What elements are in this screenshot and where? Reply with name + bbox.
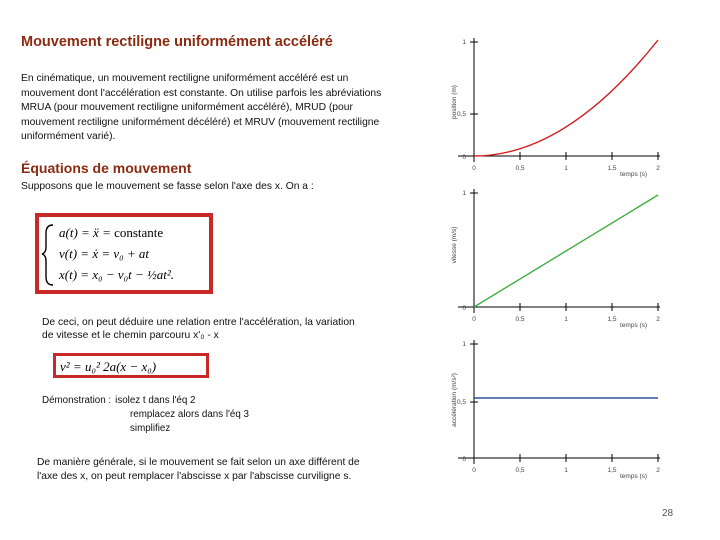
ytick-1: 1: [462, 341, 466, 348]
equations-box: [35, 213, 213, 294]
equation-line-3: x(t) = x₀ − v₀t − ½at².: [59, 267, 175, 282]
ytick-1: 1: [462, 190, 466, 197]
x-axis-label: temps (s): [620, 322, 648, 329]
xtick-1: 1: [564, 316, 568, 323]
intro-paragraph: En cinématique, un mouvement rectiligne uniformément accéléré est un mouvement dont l'accélération est constante. On utilise parfois les abréviations MRUA (pour mouvement rectiligne uniformément accéléré), MRUD (pour mouvement rectiligne uniformément décéléré) et MRUV (mouvement rectiligne uniformément varié).: [21, 73, 382, 143]
xtick-0: 0: [472, 165, 476, 172]
ytick-05: 0,5: [456, 399, 466, 406]
xtick-05: 0,5: [515, 165, 525, 172]
demo-step-3: simplifiez: [130, 422, 171, 434]
xtick-2: 2: [656, 467, 660, 474]
page-number: 28: [662, 508, 674, 519]
xtick-05: 0,5: [515, 316, 525, 323]
y-axis-label: vitesse (m/s): [451, 226, 458, 264]
y-axis-label: accélération (m/s²): [451, 373, 458, 427]
equation-line-1: a(t) = ẍ = constante: [59, 225, 164, 240]
xtick-15: 1,5: [607, 467, 617, 474]
ytick-0: 0: [462, 305, 466, 312]
xtick-0: 0: [472, 467, 476, 474]
demo-step-2: remplacez alors dans l'éq 3: [130, 408, 249, 420]
general-text: De manière générale, si le mouvement se fait selon un axe différent de l'axe des x, on peut remplacer l'abscisse x par l'abscisse curviligne s.: [37, 457, 360, 483]
suppose-text: Supposons que le mouvement se fasse selon l'axe des x. On a :: [21, 181, 314, 192]
velocity-graph: [440, 185, 670, 335]
position-curve: [474, 40, 658, 156]
acceleration-graph: [440, 336, 670, 486]
xtick-15: 1,5: [607, 316, 617, 323]
ytick-0: 0: [462, 456, 466, 463]
slide-title: Mouvement rectiligne uniformément accéléré: [21, 34, 333, 50]
equation2-box: [53, 353, 209, 378]
x-axis-label: temps (s): [620, 171, 648, 178]
demonstration: [42, 394, 342, 435]
demo-step-1: isolez t dans l'éq 2: [115, 395, 196, 406]
x-axis-label: temps (s): [620, 473, 648, 480]
equation-line-2: v(t) = ẋ = v₀ + at: [59, 246, 150, 261]
velocity-line: [474, 195, 658, 307]
y-axis-label: position (m): [451, 85, 458, 119]
deduce-text: De ceci, on peut déduire une relation entre l'accélération, la variation de vitesse et le chemin parcouru x'₀ - x: [42, 317, 355, 342]
position-graph: [440, 34, 670, 184]
xtick-1: 1: [564, 165, 568, 172]
xtick-2: 2: [656, 316, 660, 323]
xtick-2: 2: [656, 165, 660, 172]
equation-2: v² = u₀² 2a(x − x₀): [60, 359, 157, 374]
section-title: Équations de mouvement: [21, 160, 192, 176]
demo-label: Démonstration :: [42, 395, 112, 406]
ytick-1: 1: [462, 39, 466, 46]
ytick-05: 0,5: [456, 111, 466, 118]
xtick-1: 1: [564, 467, 568, 474]
xtick-0: 0: [472, 316, 476, 323]
xtick-05: 0,5: [515, 467, 525, 474]
ytick-0: 0: [462, 154, 466, 161]
xtick-15: 1,5: [607, 165, 617, 172]
